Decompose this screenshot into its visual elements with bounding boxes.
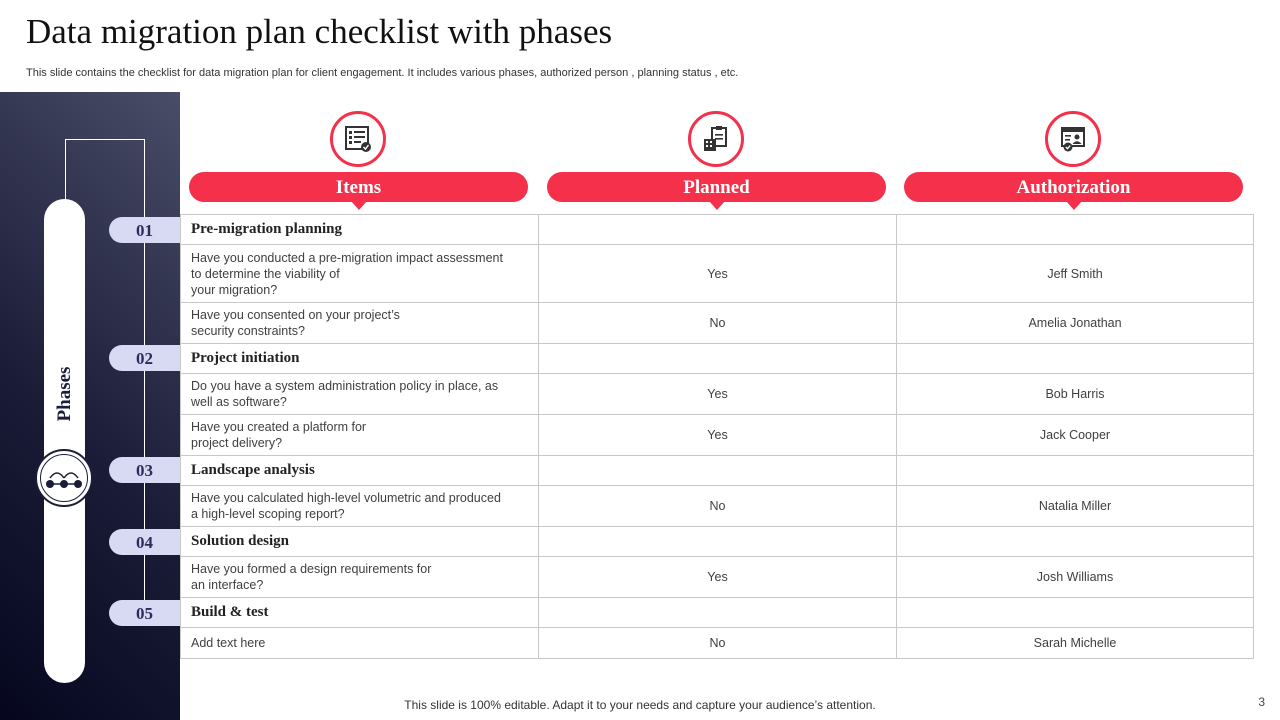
- item-cell: [181, 557, 539, 598]
- authorized-cell: Jeff Smith: [897, 245, 1254, 303]
- item-text-line: an interface?: [191, 578, 264, 592]
- phase-number-badge: [109, 529, 180, 555]
- phase-row: [181, 598, 1254, 628]
- phase-name: Landscape analysis: [181, 456, 539, 486]
- id-card-check-icon: [1045, 111, 1101, 167]
- item-cell: [181, 486, 539, 527]
- phase-number-badge: [109, 457, 180, 483]
- empty-cell: [897, 598, 1254, 628]
- phase-row: [181, 456, 1254, 486]
- item-cell: [181, 374, 539, 415]
- header-planned: Planned: [547, 172, 886, 202]
- item-text-line: Do you have a system administration policy in place, as: [191, 379, 499, 393]
- page-number: 3: [1258, 695, 1265, 709]
- checklist-icon: [330, 111, 386, 167]
- phases-pill: [44, 199, 85, 683]
- item-text-line: Have you calculated high-level volumetric and produced: [191, 491, 501, 505]
- empty-cell: [539, 215, 897, 245]
- empty-cell: [897, 215, 1254, 245]
- item-text-line: your migration?: [191, 282, 278, 297]
- planned-cell: No: [539, 628, 897, 659]
- phase-row: [181, 215, 1254, 245]
- item-text-line: security constraints?: [191, 324, 305, 338]
- table-row: [181, 557, 1254, 598]
- item-text-line[interactable]: Add text here: [191, 636, 266, 650]
- item-text-line: to determine the viability of: [191, 266, 340, 281]
- phase-name: Build & test: [181, 598, 539, 628]
- authorized-cell: Josh Williams: [897, 557, 1254, 598]
- phase-number: 05: [136, 604, 153, 623]
- authorized-cell: Sarah Michelle: [897, 628, 1254, 659]
- phase-row: [181, 344, 1254, 374]
- slide-subtitle: This slide contains the checklist for data migration plan for client engagement. It includes various phases, authorized person , planning status , etc.: [26, 67, 739, 79]
- slide-footer: [0, 698, 1280, 712]
- process-flow-icon: [35, 449, 93, 507]
- empty-cell: [539, 456, 897, 486]
- item-cell: [181, 415, 539, 456]
- phase-number-badge: [109, 217, 180, 243]
- authorized-cell: Amelia Jonathan: [897, 303, 1254, 344]
- phase-number-badge: [109, 600, 180, 626]
- phases-label: Phases: [54, 366, 75, 422]
- authorized-cell: Jack Cooper: [897, 415, 1254, 456]
- item-cell: [181, 303, 539, 344]
- phase-number-badge: [109, 345, 180, 371]
- phase-number: 01: [136, 221, 153, 240]
- phase-row: [181, 527, 1254, 557]
- table-row: [181, 415, 1254, 456]
- header-authorization: Authorization: [904, 172, 1243, 202]
- empty-cell: [897, 456, 1254, 486]
- phase-number: 02: [136, 349, 153, 368]
- phase-name: Pre-migration planning: [181, 215, 539, 245]
- table-row: [181, 303, 1254, 344]
- item-text-line: a high-level scoping report?: [191, 507, 345, 521]
- empty-cell: [897, 527, 1254, 557]
- table-row: [181, 486, 1254, 527]
- item-text-line: Have you consented on your project’s: [191, 308, 400, 322]
- clipboard-building-icon: [688, 111, 744, 167]
- planned-cell: No: [539, 303, 897, 344]
- item-text-line: Have you created a platform for: [191, 420, 367, 434]
- planned-cell: Yes: [539, 374, 897, 415]
- empty-cell: [539, 344, 897, 374]
- checklist-table: [180, 214, 1254, 659]
- empty-cell: [539, 527, 897, 557]
- item-text-line: well as software?: [191, 395, 287, 409]
- empty-cell: [897, 344, 1254, 374]
- phase-number: 03: [136, 461, 153, 480]
- planned-cell: Yes: [539, 415, 897, 456]
- table-row: [181, 374, 1254, 415]
- table-row: [181, 628, 1254, 659]
- header-items: Items: [189, 172, 528, 202]
- footer-text: This slide is 100% editable. Adapt it to your needs and capture your audience’s attention.: [404, 698, 876, 712]
- phase-number: 04: [136, 533, 153, 552]
- item-text-line: project delivery?: [191, 436, 283, 450]
- phase-name: Project initiation: [181, 344, 539, 374]
- item-cell: [181, 245, 539, 303]
- item-text-line: Have you conducted a pre-migration impact assessment: [191, 250, 503, 265]
- item-cell[interactable]: [181, 628, 539, 659]
- empty-cell: [539, 598, 897, 628]
- slide-title: Data migration plan checklist with phases: [26, 12, 613, 51]
- authorized-cell: Natalia Miller: [897, 486, 1254, 527]
- planned-cell: Yes: [539, 557, 897, 598]
- table-row: [181, 245, 1254, 303]
- item-text-line: Have you formed a design requirements for: [191, 562, 432, 576]
- authorized-cell: Bob Harris: [897, 374, 1254, 415]
- phase-name: Solution design: [181, 527, 539, 557]
- planned-cell: Yes: [539, 245, 897, 303]
- planned-cell: No: [539, 486, 897, 527]
